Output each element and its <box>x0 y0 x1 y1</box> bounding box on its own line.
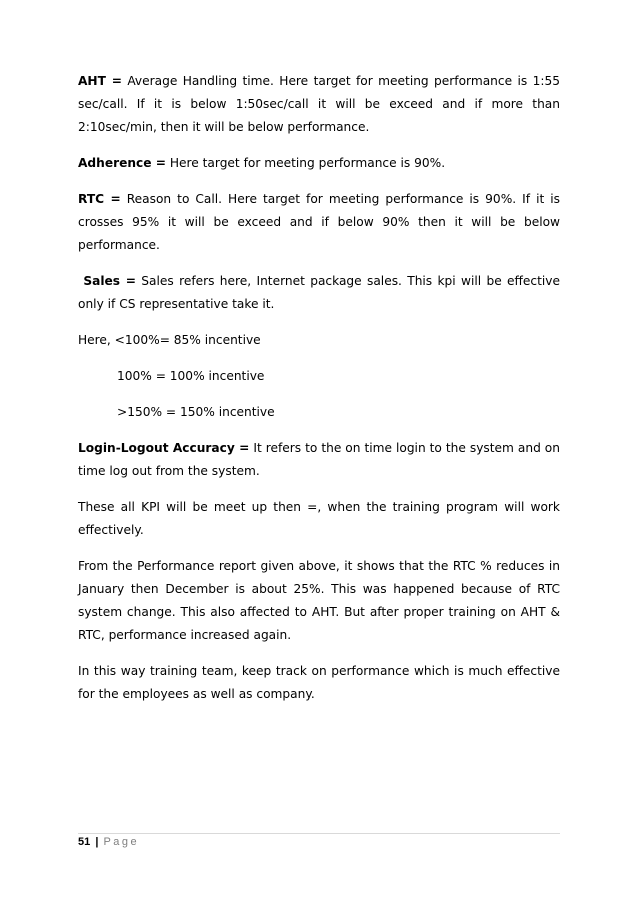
term-login-logout: Login-Logout Accuracy = <box>78 441 250 455</box>
term-rtc: RTC = <box>78 192 121 206</box>
incentive-line-1: Here, <100%= 85% incentive <box>78 333 261 347</box>
footer-separator: | <box>95 836 99 848</box>
page-number: 51 <box>78 836 91 848</box>
page-label: Page <box>103 836 140 848</box>
incentive-line-3: >150% = 150% incentive <box>117 405 275 419</box>
definition-login-logout: It refers to the on time login to the system and on time log out from the system. <box>78 441 560 478</box>
term-sales: Sales = <box>83 274 136 288</box>
paragraph-adherence <box>78 152 560 175</box>
paragraph-closing: In this way training team, keep track on performance which is much effective for the employees as well as company. <box>78 664 560 701</box>
footer-divider <box>78 833 560 834</box>
definition-sales: Sales refers here, Internet package sales. This kpi will be effective only if CS representative take it. <box>78 274 561 311</box>
term-aht: AHT = <box>78 74 122 88</box>
page-body <box>78 70 560 719</box>
definition-rtc: Reason to Call. Here target for meeting performance is 90%. If it is crosses 95% it will be exceed and if below 90% then it will be below performance. <box>78 192 560 252</box>
definition-adherence: Here target for meeting performance is 90%. <box>166 156 446 170</box>
paragraph-performance-report: From the Performance report given above, it shows that the RTC % reduces in January then December is about 25%. This was happened because of RTC system change. This also affected to AHT. But after proper training on AHT & RTC, performance increased again. <box>78 559 560 642</box>
paragraph-login-logout <box>78 437 560 483</box>
paragraph-sales <box>78 270 560 316</box>
incentive-line-2: 100% = 100% incentive <box>117 369 265 383</box>
term-adherence: Adherence = <box>78 156 166 170</box>
definition-aht: Average Handling time. Here target for meeting performance is 1:55 sec/call. If it is below 1:50sec/call it will be exceed and if more than 2:10sec/min, then it will be below performance. <box>78 74 560 134</box>
page-footer <box>78 836 139 848</box>
paragraph-rtc <box>78 188 560 257</box>
paragraph-kpi: These all KPI will be meet up then =, when the training program will work effectively. <box>78 500 560 537</box>
paragraph-aht <box>78 70 560 139</box>
